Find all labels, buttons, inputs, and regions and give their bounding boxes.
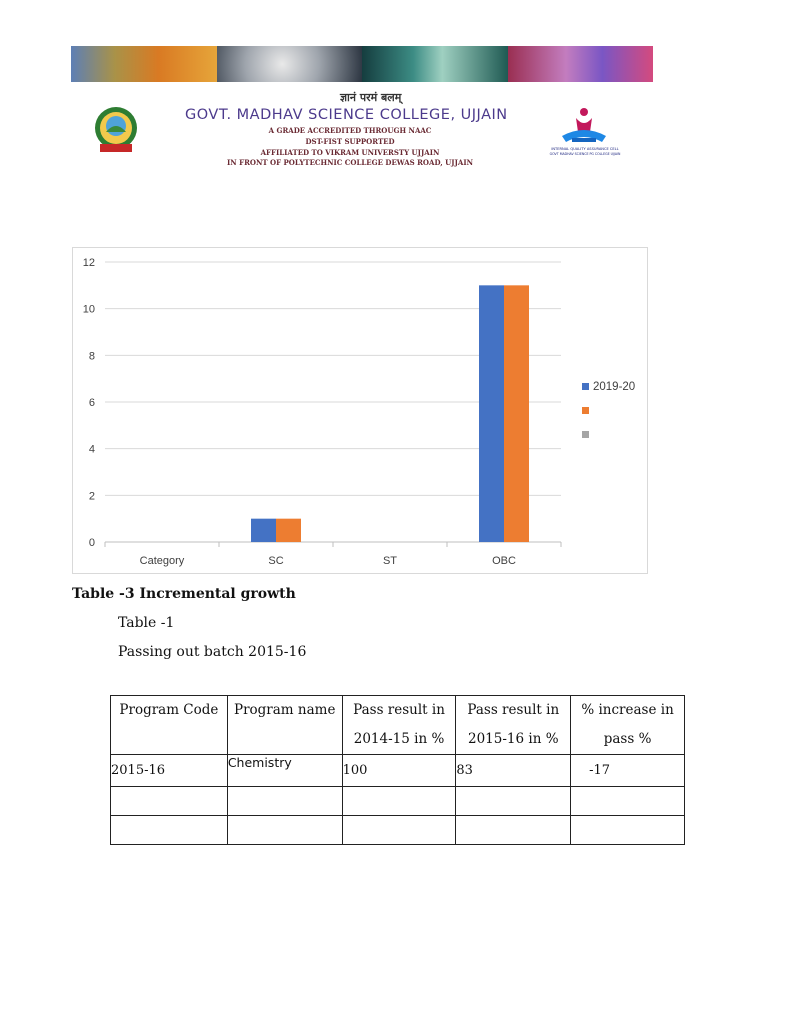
- bar-obc-series-0: [479, 285, 504, 542]
- cell-empty: [227, 787, 342, 816]
- bar-sc-series-1: [276, 519, 301, 542]
- bar-sc-series-0: [251, 519, 276, 542]
- iqac-logo-line-1: INTERNAL QUALITY ASSURANCE CELL: [551, 147, 619, 151]
- header-pass-2015-16: Pass result in 2015-16 in %: [456, 696, 571, 755]
- college-emblem-icon: [92, 106, 140, 154]
- header-program-code: Program Code: [111, 696, 228, 755]
- college-motto: ज्ञानं परमं बलम्: [340, 91, 402, 104]
- cell-empty: [456, 787, 571, 816]
- cell-empty: [571, 816, 685, 845]
- results-table: [110, 695, 685, 845]
- banner-image-molecules: [362, 46, 508, 82]
- cell-program-code: 2015-16: [111, 755, 228, 787]
- y-tick-label: 10: [82, 303, 95, 316]
- address-line: IN FRONT OF POLYTECHNIC COLLEGE DEWAS ROAD, UJJAIN: [226, 158, 473, 167]
- cell-empty: [571, 787, 685, 816]
- y-tick-label: 12: [82, 257, 95, 269]
- y-tick-label: 2: [88, 490, 95, 503]
- x-tick-label: ST: [382, 555, 398, 567]
- table-label: Table -1: [118, 615, 175, 631]
- header-banner: [71, 46, 653, 82]
- bar-chart: [73, 248, 649, 575]
- cell-increase: -17: [571, 755, 685, 787]
- chart-container: [72, 247, 648, 574]
- x-tick-label: Category: [139, 555, 185, 567]
- x-tick-label: SC: [268, 555, 284, 567]
- y-tick-label: 0: [88, 537, 95, 549]
- table-row: [111, 816, 685, 845]
- banner-image-robot: [217, 46, 363, 82]
- college-name: GOVT. MADHAV SCIENCE COLLEGE, UJJAIN: [185, 107, 508, 123]
- iqac-logo-line-2: GOVT MADHAV SCIENCE PG COLLEGE UJJAIN: [549, 152, 621, 156]
- table-row: [111, 755, 685, 787]
- legend-label-0: 2019-20: [593, 381, 636, 393]
- x-tick-label: OBC: [492, 555, 516, 567]
- legend-swatch-0: [582, 383, 589, 390]
- affiliation-line: AFFILIATED TO VIKRAM UNIVERSTY UJJAIN: [260, 148, 440, 157]
- bar-obc-series-1: [504, 285, 529, 542]
- batch-label: Passing out batch 2015-16: [118, 644, 307, 660]
- iqac-logo-icon: [532, 102, 638, 160]
- table-row: [111, 787, 685, 816]
- cell-empty: [227, 816, 342, 845]
- y-tick-label: 8: [88, 350, 95, 363]
- cell-empty: [342, 787, 456, 816]
- y-tick-label: 4: [88, 443, 95, 456]
- banner-image-atoms: [508, 46, 654, 82]
- cell-pass-2015-16: 83: [456, 755, 571, 787]
- accreditation-line: A GRADE ACCREDITED THROUGH NAAC: [268, 126, 432, 135]
- banner-image-chemistry: [71, 46, 217, 82]
- dst-line: DST-FIST SUPPORTED: [305, 137, 395, 146]
- section-heading: Table -3 Incremental growth: [72, 586, 296, 602]
- y-tick-label: 6: [88, 397, 95, 409]
- legend-swatch-1: [582, 407, 589, 414]
- cell-program-name: Chemistry: [227, 755, 342, 787]
- cell-empty: [111, 816, 228, 845]
- cell-empty: [111, 787, 228, 816]
- cell-empty: [456, 816, 571, 845]
- header-pass-2014-15: Pass result in 2014-15 in %: [342, 696, 456, 755]
- cell-empty: [342, 816, 456, 845]
- cell-pass-2014-15: 100: [342, 755, 456, 787]
- header-increase: % increase in pass %: [571, 696, 685, 755]
- table-header-row: [111, 696, 685, 755]
- legend-swatch-2: [582, 431, 589, 438]
- header-program-name: Program name: [227, 696, 342, 755]
